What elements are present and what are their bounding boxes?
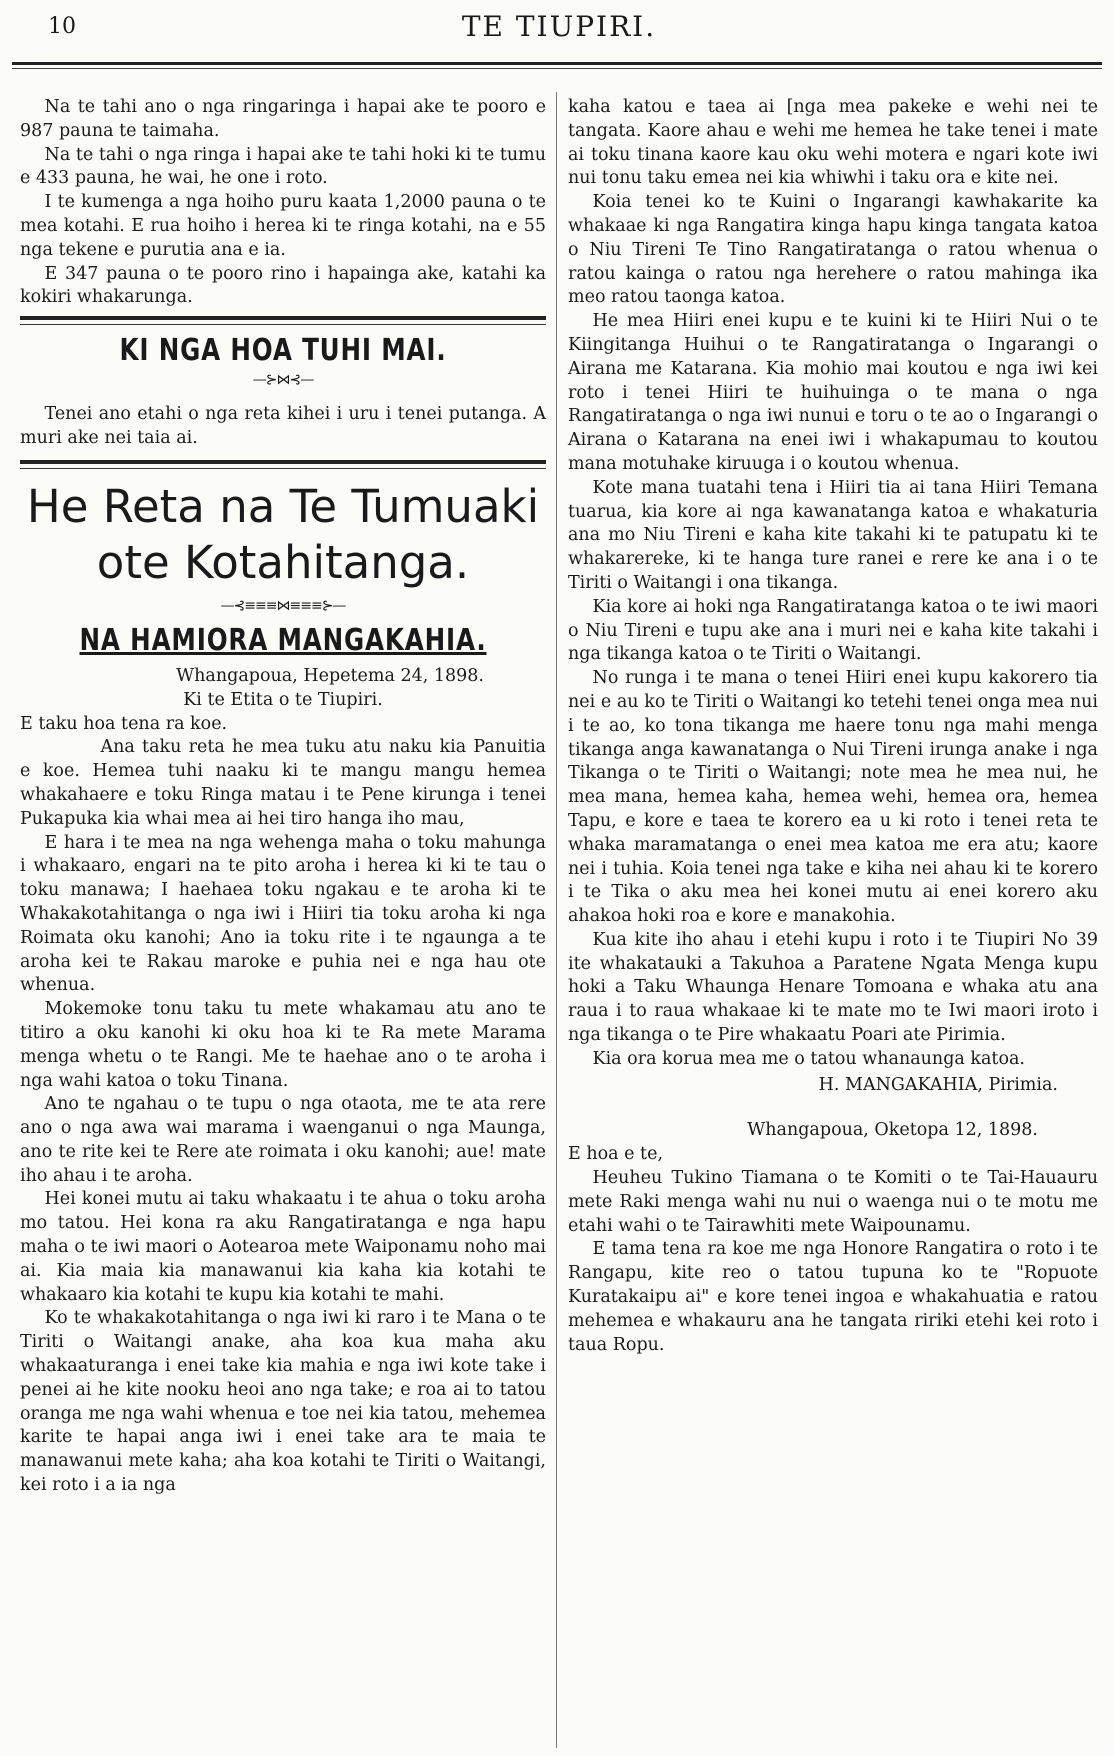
letter-paragraph: E tama tena ra koe me nga Honore Rangatira o roto i te Rangapu, kite reo o tatou tupuna ko te "Ropuote Kuratakaipu ai" e kore tenei ingoa e whakahuatia e ratou mehemea e whakauru ana he tangata ririki etehi kei roto i taua Ropu.	[568, 1239, 1098, 1355]
letter-paragraph: Hei konei mutu ai taku whakaatu i te ahua o toku aroha mo tatou. Hei kona ra aku Rangatiratanga e nga hapu maha o te iwi maori o Aotearoa mete Waiponamu noho mai ai. Kia maia kia manawanui kia kaha kia kotahi te whakaaro kia kotahi te kupu kia kotahi te mahi.	[20, 1189, 546, 1305]
section-rule	[20, 460, 546, 464]
dateline: Whangapoua, Oketopa 12, 1898.	[747, 1120, 1038, 1141]
section-rule-thin	[20, 324, 546, 325]
article-paragraph: I te kumenga a nga hoiho puru kaata 1,2000 pauna o te mea kotahi. E rua hoiho i herea ki te ringa kotahi, na e 55 nga tekene e purutia ana e ia.	[20, 192, 546, 260]
right-column	[568, 96, 1098, 1357]
dateline: Whangapoua, Hepetema 24, 1898.	[176, 665, 484, 686]
letter-paragraph: Ana taku reta he mea tuku atu naku kia Panuitia e koe. Hemea tuhi naaku ki te mangu mangu hemea whakahaere e toku Ringa matau i te Pene kirunga i tenei Pukapuka kia whai mea ai hei tiro hanga iho mau,	[20, 737, 546, 829]
salutation: E taku hoa tena ra koe.	[20, 713, 228, 734]
section-rule	[20, 316, 546, 320]
article-paragraph: Na te tahi o nga ringa i hapai ake te tahi hoki ki te tumu e 433 pauna, he wai, he one i roto.	[20, 144, 546, 189]
author-heading: NA HAMIORA MANGAKAHIA.	[79, 623, 487, 659]
letter-paragraph: Kia ora korua mea me o tatou whanaunga katoa.	[592, 1048, 1025, 1069]
letter-paragraph: Kia kore ai hoki nga Rangatiratanga katoa o te iwi maori o Niu Tireni e tupu ake ana i muri nei e kaha kite takahi i nga tikanga katoa o te Tiriti o Waitangi.	[568, 596, 1098, 665]
header-rule	[12, 62, 1102, 65]
signature: H. MANGAKAHIA, Pirimia.	[818, 1074, 1058, 1095]
addressee: Ki te Etita o te Tiupiri.	[183, 689, 383, 710]
letter-paragraph: No runga i te mana o tenei Hiiri enei kupu kakorero tia nei e au ko te Tiriti o Waitangi ko tetehi tenei onga mea nui i te ao, ko tona tikanga me haere tonu nga mahi menga tikanga anga kawanatanga o Nui Tireni irunga anake i nga Tikanga o te Tiriti o Waitangi; note mea he mea nui, he mea mana, hemea kaha, hemea wehi, hemea ora, hemea Tapu, e kore e taea te korero ea u ki roto i tenei reta te whaka maramatanga o enei mea katoa me era atu; kaore nei i tuhia. Koia tenei nga take e kiha nei ahau ki te korero i te Tika o aku mea hei konei mutu ai enei korero aku ahakoa hoki roa e kore e manakohia.	[568, 668, 1098, 927]
section-heading: KI NGA HOA TUHI MAI.	[119, 333, 447, 369]
article-paragraph: E 347 pauna o te pooro rino i hapainga ake, katahi ka kokiri whakarunga.	[20, 263, 546, 308]
letter-title	[20, 479, 546, 591]
letter-paragraph: Ko te whakakotahitanga o nga iwi ki raro i te Mana o te Tiriti o Waitangi anake, aha koa kua maha aku whakaaturanga i enei take kia mahia e nga iwi kote take i penei ai he kite nooku heoi ano nga take; e roa ai to tatou oranga me nga wahi whenua e toe nei kia tatou, mehemea karite te hapai anga iwi i enei take ara te maia te manawanui mete kaha; aha koa kotahi te Tiriti o Waitangi, kei roto i a ia nga	[20, 1308, 546, 1496]
article-paragraph: Na te tahi ano o nga ringaringa i hapai ake te pooro e 987 pauna te taimaha.	[20, 97, 546, 141]
letter-paragraph: Koia tenei ko te Kuini o Ingarangi kawhakarite ka whakaae ki nga Rangatira kinga hapu kinga tangata katoa o Niu Tireni Te Tino Rangatiratanga o ratou whenua o ratou kainga o ratou nga herehere o ratou mahinga ika meo ratou taonga katoa.	[568, 192, 1098, 308]
letter-paragraph: He mea Hiiri enei kupu e te kuini ki te Hiiri Nui o te Kiingitanga Huihui o te Rangatiratanga o Ingarangi o Airana me Katarana. Kia mohio mai koutou e nga iwi kei roto i tenei Hiiri te huihuinga o te mana o nga Rangatiratanga o nga iwi nunui e toru o te ao o Ingarangi o Airana o Katarana na enei iwi i whakapumau to koutou mana motuhake kiruuga i o koutou whenua.	[568, 311, 1098, 474]
letter-paragraph: kaha katou e taea ai [nga mea pakeke e wehi nei te tangata. Kaore ahau e wehi me hemea he take tenei i mate ai toku tinana kaore kau oku wehi motera e ngari kote iwi nui tonu taku emea nei kia whiwhi i taku ora e kite nei.	[568, 97, 1098, 189]
letter-paragraph: Kote mana tuatahi tena i Hiiri tia ai tana Hiiri Temana tuarua, kia kore ai nga kawanatanga katoa e whakaturia ana mo Niu Tireni e kaha kite takahi ki te patupatu ki te whakarereke, ki te hanga ture ranei e rere ke ana i o te Tiriti o Waitangi i ona tikanga.	[568, 477, 1098, 593]
letter-paragraph: Mokemoke tonu taku tu mete whakamau atu ano te titiro a oku kanohi ki oku hoa ki te Ra mete Marama menga whetu o te Rangi. Me te haehae ano o te aroha i nga wahi katoa o toku Tinana.	[20, 999, 546, 1091]
letter-title-line: ote Kotahitanga.	[96, 536, 470, 590]
ornament-divider: —⊰≡≡≡⋈≡≡≡⊱—	[220, 598, 346, 615]
newspaper-title: TE TIUPIRI.	[461, 10, 657, 43]
page-header	[24, 10, 1094, 54]
section-text: Tenei ano etahi o nga reta kihei i uru i tenei putanga. A muri ake nei taia ai.	[20, 403, 546, 448]
ornament-divider: —⊱⋈⊰—	[252, 371, 314, 388]
section-rule-thin	[20, 468, 546, 469]
letter-paragraph: Ano te ngahau o te tupu o nga otaota, me te ata rere ano o nga awa wai marama i waenganui o nga Maunga, ano te rite kei te Rere ate roimata i oku kanohi; aue! mate iho ahau i te aroha.	[20, 1094, 546, 1186]
letter-paragraph: E hara i te mea na nga wehenga maha o toku mahunga i whakaaro, engari na te pito aroha i herea ki ki te tau o toku manawa; I haehaea toku ngakau e te aroha ki te Whakakotahitanga o nga iwi i Hiiri tia toku aroha ki nga Roimata oku kanohi; Ano ia toku rite i te ngaunga a te aroha kei te Rakau maroke e puhia nei e nga hau ote whenua.	[20, 832, 546, 996]
page-number: 10	[48, 14, 76, 39]
salutation: E hoa e te,	[568, 1144, 664, 1165]
letter-title-line: He Reta na Te Tumuaki	[26, 480, 540, 534]
letter-paragraph: Heuheu Tukino Tiamana o te Komiti o te Tai-Hauauru mete Raki menga wahi nu nui o waenga nui o te motu me etahi wahi o te Tairawhiti mete Waipounamu.	[568, 1168, 1098, 1236]
intro-paragraphs	[20, 96, 546, 310]
header-rule-thin	[12, 68, 1102, 69]
left-column	[20, 96, 546, 1498]
letter-paragraph: Kua kite iho ahau i etehi kupu i roto i te Tiupiri No 39 ite whakatauki a Takuhoa a Paratene Ngata Menga kupu hoki a Taku Whaunga Henare Tomoana e whaka atu ana raua i to raua whakaae ki te mate mo te Iwi maori iroto i nga tikanga o te Pire whakaatu Poari ate Pirimia.	[568, 929, 1098, 1046]
column-divider	[556, 92, 557, 1748]
